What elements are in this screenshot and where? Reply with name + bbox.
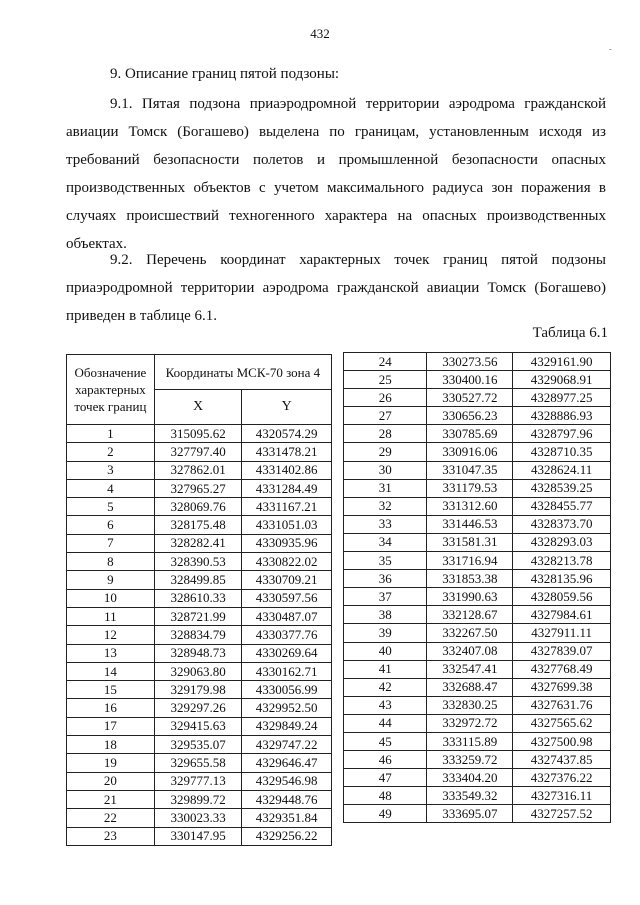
x-coordinate: 331047.35 — [427, 461, 513, 479]
section-heading: 9. Описание границ пятой подзоны: — [110, 66, 340, 82]
point-number: 12 — [67, 626, 155, 644]
y-coordinate: 4327257.52 — [513, 805, 611, 823]
coordinates-table-left — [66, 354, 332, 846]
point-number: 1 — [67, 425, 155, 443]
y-coordinate: 4328539.25 — [513, 479, 611, 497]
table-row — [344, 751, 611, 769]
table-row — [344, 461, 611, 479]
point-number: 35 — [344, 552, 427, 570]
point-number: 4 — [67, 479, 155, 497]
x-coordinate: 328948.73 — [154, 644, 242, 662]
x-coordinate: 327797.40 — [154, 443, 242, 461]
point-number: 3 — [67, 461, 155, 479]
y-coordinate: 4330377.76 — [242, 626, 332, 644]
table-row — [344, 588, 611, 606]
point-number: 18 — [67, 736, 155, 754]
y-coordinate: 4329849.24 — [242, 717, 332, 735]
point-number: 47 — [344, 769, 427, 787]
x-coordinate: 333115.89 — [427, 732, 513, 750]
y-coordinate: 4327768.49 — [513, 660, 611, 678]
x-coordinate: 331990.63 — [427, 588, 513, 606]
y-coordinate: 4328135.96 — [513, 570, 611, 588]
x-coordinate: 332128.67 — [427, 606, 513, 624]
table-row — [67, 699, 332, 717]
y-coordinate: 4331167.21 — [242, 498, 332, 516]
point-number: 6 — [67, 516, 155, 534]
table-row — [67, 425, 332, 443]
point-number: 40 — [344, 642, 427, 660]
table-row — [67, 790, 332, 808]
y-coordinate: 4329068.91 — [513, 371, 611, 389]
table-row — [344, 371, 611, 389]
point-number: 21 — [67, 790, 155, 808]
table-row — [344, 443, 611, 461]
paragraph-9-2: 9.2. Перечень координат характерных точек границ пятой подзоны приаэродромной территории аэродрома гражданской авиации Томск (Богашево) приведен в таблице 6.1. — [66, 252, 606, 324]
table-row — [344, 533, 611, 551]
x-coordinate: 328610.33 — [154, 589, 242, 607]
header-coordinates: Координаты МСК-70 зона 4 — [154, 355, 331, 390]
table-row — [67, 827, 332, 845]
point-number: 22 — [67, 809, 155, 827]
point-number: 15 — [67, 681, 155, 699]
corner-mark: - — [608, 44, 612, 55]
header-point-designation: Обозначение характерных точек границ — [67, 355, 155, 425]
point-number: 39 — [344, 624, 427, 642]
point-number: 29 — [344, 443, 427, 461]
y-coordinate: 4330709.21 — [242, 571, 332, 589]
point-number: 42 — [344, 678, 427, 696]
table-row — [344, 769, 611, 787]
x-coordinate: 332407.08 — [427, 642, 513, 660]
x-coordinate: 329297.26 — [154, 699, 242, 717]
table-row — [344, 787, 611, 805]
x-coordinate: 330527.72 — [427, 389, 513, 407]
coordinates-table-right — [343, 352, 611, 823]
y-coordinate: 4330056.99 — [242, 681, 332, 699]
point-number: 20 — [67, 772, 155, 790]
table-row — [67, 717, 332, 735]
table-row — [67, 534, 332, 552]
y-coordinate: 4329256.22 — [242, 827, 332, 845]
x-coordinate: 328282.41 — [154, 534, 242, 552]
x-coordinate: 330273.56 — [427, 353, 513, 371]
y-coordinate: 4327631.76 — [513, 696, 611, 714]
y-coordinate: 4329646.47 — [242, 754, 332, 772]
point-number: 45 — [344, 732, 427, 750]
y-coordinate: 4328373.70 — [513, 515, 611, 533]
x-coordinate: 329535.07 — [154, 736, 242, 754]
table-row — [344, 497, 611, 515]
table-row — [344, 570, 611, 588]
table-row — [67, 516, 332, 534]
point-number: 46 — [344, 751, 427, 769]
table-row — [344, 732, 611, 750]
table-row — [67, 607, 332, 625]
y-coordinate: 4327911.11 — [513, 624, 611, 642]
y-coordinate: 4330269.64 — [242, 644, 332, 662]
table-row — [67, 662, 332, 680]
x-coordinate: 315095.62 — [154, 425, 242, 443]
table-row — [67, 443, 332, 461]
table-row — [67, 461, 332, 479]
point-number: 44 — [344, 714, 427, 732]
x-coordinate: 327862.01 — [154, 461, 242, 479]
table-caption: Таблица 6.1 — [532, 325, 608, 341]
y-coordinate: 4328624.11 — [513, 461, 611, 479]
table-row — [344, 389, 611, 407]
header-y: Y — [242, 390, 332, 425]
x-coordinate: 329179.98 — [154, 681, 242, 699]
table-row — [67, 754, 332, 772]
point-number: 9 — [67, 571, 155, 589]
x-coordinate: 333259.72 — [427, 751, 513, 769]
table-row — [344, 660, 611, 678]
point-number: 25 — [344, 371, 427, 389]
y-coordinate: 4328293.03 — [513, 533, 611, 551]
x-coordinate: 332688.47 — [427, 678, 513, 696]
table-row — [344, 515, 611, 533]
left-table-body — [67, 425, 332, 846]
point-number: 33 — [344, 515, 427, 533]
x-coordinate: 330916.06 — [427, 443, 513, 461]
y-coordinate: 4327437.85 — [513, 751, 611, 769]
x-coordinate: 330147.95 — [154, 827, 242, 845]
y-coordinate: 4329546.98 — [242, 772, 332, 790]
y-coordinate: 4330487.07 — [242, 607, 332, 625]
point-number: 17 — [67, 717, 155, 735]
y-coordinate: 4331051.03 — [242, 516, 332, 534]
y-coordinate: 4330935.96 — [242, 534, 332, 552]
point-number: 7 — [67, 534, 155, 552]
y-coordinate: 4328797.96 — [513, 425, 611, 443]
point-number: 36 — [344, 570, 427, 588]
y-coordinate: 4329952.50 — [242, 699, 332, 717]
x-coordinate: 330656.23 — [427, 407, 513, 425]
x-coordinate: 330785.69 — [427, 425, 513, 443]
y-coordinate: 4331402.86 — [242, 461, 332, 479]
y-coordinate: 4330597.56 — [242, 589, 332, 607]
y-coordinate: 4329448.76 — [242, 790, 332, 808]
point-number: 24 — [344, 353, 427, 371]
x-coordinate: 329063.80 — [154, 662, 242, 680]
x-coordinate: 331581.31 — [427, 533, 513, 551]
x-coordinate: 331446.53 — [427, 515, 513, 533]
table-row — [344, 696, 611, 714]
y-coordinate: 4330162.71 — [242, 662, 332, 680]
x-coordinate: 332830.25 — [427, 696, 513, 714]
y-coordinate: 4328886.93 — [513, 407, 611, 425]
y-coordinate: 4327984.61 — [513, 606, 611, 624]
y-coordinate: 4329161.90 — [513, 353, 611, 371]
table-row — [67, 736, 332, 754]
table-row — [344, 479, 611, 497]
x-coordinate: 331853.38 — [427, 570, 513, 588]
point-number: 38 — [344, 606, 427, 624]
x-coordinate: 333695.07 — [427, 805, 513, 823]
x-coordinate: 328390.53 — [154, 553, 242, 571]
x-coordinate: 329899.72 — [154, 790, 242, 808]
x-coordinate: 328069.76 — [154, 498, 242, 516]
x-coordinate: 329655.58 — [154, 754, 242, 772]
table-row — [67, 644, 332, 662]
x-coordinate: 328834.79 — [154, 626, 242, 644]
point-number: 14 — [67, 662, 155, 680]
table-row — [344, 552, 611, 570]
point-number: 28 — [344, 425, 427, 443]
table-row — [67, 553, 332, 571]
y-coordinate: 4327699.38 — [513, 678, 611, 696]
y-coordinate: 4329351.84 — [242, 809, 332, 827]
point-number: 5 — [67, 498, 155, 516]
table-row — [344, 407, 611, 425]
x-coordinate: 329777.13 — [154, 772, 242, 790]
point-number: 2 — [67, 443, 155, 461]
right-table-body — [344, 353, 611, 823]
table-row — [67, 479, 332, 497]
x-coordinate: 330023.33 — [154, 809, 242, 827]
x-coordinate: 332972.72 — [427, 714, 513, 732]
x-coordinate: 331312.60 — [427, 497, 513, 515]
table-row — [67, 626, 332, 644]
point-number: 26 — [344, 389, 427, 407]
point-number: 31 — [344, 479, 427, 497]
point-number: 19 — [67, 754, 155, 772]
table-row — [344, 714, 611, 732]
y-coordinate: 4327565.62 — [513, 714, 611, 732]
point-number: 30 — [344, 461, 427, 479]
x-coordinate: 333549.32 — [427, 787, 513, 805]
paragraph-9-1: 9.1. Пятая подзона приаэродромной территории аэродрома гражданской авиации Томск (Богашево) выделена по границам, установленным исходя из требований безопасности полетов и промышленной безопасности опасных производственных объектов с учетом максимального радиуса зон поражения в случаях происшествий техногенного характера на опасных производственных объектах. — [66, 96, 606, 252]
page-number: 432 — [310, 26, 330, 41]
x-coordinate: 328721.99 — [154, 607, 242, 625]
point-number: 11 — [67, 607, 155, 625]
table-row — [344, 805, 611, 823]
y-coordinate: 4330822.02 — [242, 553, 332, 571]
x-coordinate: 331179.53 — [427, 479, 513, 497]
x-coordinate: 329415.63 — [154, 717, 242, 735]
point-number: 32 — [344, 497, 427, 515]
y-coordinate: 4320574.29 — [242, 425, 332, 443]
point-number: 8 — [67, 553, 155, 571]
point-number: 27 — [344, 407, 427, 425]
y-coordinate: 4328455.77 — [513, 497, 611, 515]
y-coordinate: 4328710.35 — [513, 443, 611, 461]
point-number: 23 — [67, 827, 155, 845]
point-number: 34 — [344, 533, 427, 551]
y-coordinate: 4331284.49 — [242, 479, 332, 497]
x-coordinate: 328175.48 — [154, 516, 242, 534]
point-number: 37 — [344, 588, 427, 606]
point-number: 49 — [344, 805, 427, 823]
x-coordinate: 328499.85 — [154, 571, 242, 589]
y-coordinate: 4331478.21 — [242, 443, 332, 461]
point-number: 16 — [67, 699, 155, 717]
y-coordinate: 4329747.22 — [242, 736, 332, 754]
point-number: 48 — [344, 787, 427, 805]
table-row — [344, 353, 611, 371]
y-coordinate: 4327500.98 — [513, 732, 611, 750]
table-row — [67, 681, 332, 699]
table-row — [344, 606, 611, 624]
table-row — [344, 624, 611, 642]
x-coordinate: 331716.94 — [427, 552, 513, 570]
table-row — [67, 589, 332, 607]
x-coordinate: 333404.20 — [427, 769, 513, 787]
y-coordinate: 4327839.07 — [513, 642, 611, 660]
table-row — [67, 498, 332, 516]
point-number: 10 — [67, 589, 155, 607]
table-row — [344, 678, 611, 696]
y-coordinate: 4328059.56 — [513, 588, 611, 606]
point-number: 13 — [67, 644, 155, 662]
table-row — [344, 425, 611, 443]
x-coordinate: 332267.50 — [427, 624, 513, 642]
y-coordinate: 4328977.25 — [513, 389, 611, 407]
header-x: X — [154, 390, 242, 425]
x-coordinate: 332547.41 — [427, 660, 513, 678]
table-row — [67, 809, 332, 827]
point-number: 41 — [344, 660, 427, 678]
point-number: 43 — [344, 696, 427, 714]
y-coordinate: 4327376.22 — [513, 769, 611, 787]
table-row — [67, 772, 332, 790]
y-coordinate: 4328213.78 — [513, 552, 611, 570]
x-coordinate: 330400.16 — [427, 371, 513, 389]
table-row — [344, 642, 611, 660]
y-coordinate: 4327316.11 — [513, 787, 611, 805]
x-coordinate: 327965.27 — [154, 479, 242, 497]
table-row — [67, 571, 332, 589]
